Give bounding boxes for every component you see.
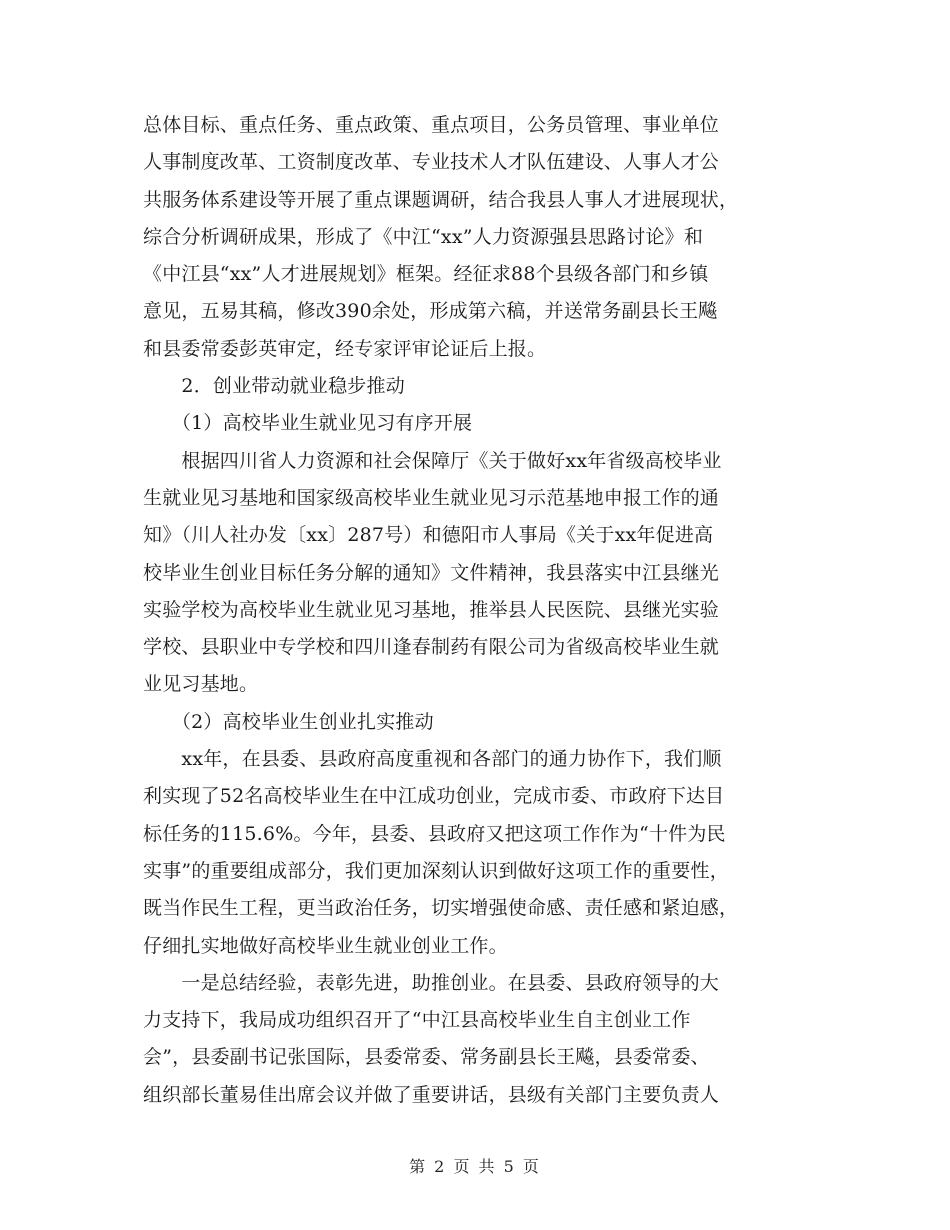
text-line: 一是总结经验，表彰先进，助推创业。在县委、县政府领导的大 (143, 971, 720, 994)
text-line: 共服务体系建设等开展了重点课题调研，结合我县人事人才进展现状， (143, 188, 739, 211)
text-line: 业见习基地。 (143, 673, 259, 696)
text-line: 仔细扎实地做好高校毕业生就业创业工作。 (143, 934, 508, 957)
text-line: 实事”的重要组成部分，我们更加深刻认识到做好这项工作的重要性， (143, 859, 729, 882)
text-line: 人事制度改革、工资制度改革、专业技术人才队伍建设、人事人才公 (143, 151, 720, 174)
text-line: 和县委常委彭英审定，经专家评审论证后上报。 (143, 337, 547, 360)
text-line: （1）高校毕业生就业见习有序开展 (143, 412, 473, 435)
text-line: 组织部长董易佳出席会议并做了重要讲话，县级有关部门主要负责人 (143, 1083, 720, 1106)
text-line: 知》（川人社办发〔xx〕287号）和德阳市人事局《关于xx年促进高 (143, 524, 714, 547)
text-line: 既当作民生工程，更当政治任务，切实增强使命感、责任感和紧迫感， (143, 897, 739, 920)
text-line: （2）高校毕业生创业扎实推动 (143, 710, 434, 733)
text-line: 意见，五易其稿，修改390余处，形成第六稿，并送常务副县长王飚 (143, 300, 718, 323)
text-line: 实验学校为高校毕业生就业见习基地，推举县人民医院、县继光实验 (143, 598, 720, 621)
text-line: 校毕业生创业目标任务分解的通知》文件精神，我县落实中江县继光 (143, 561, 720, 584)
text-line: 学校、县职业中专学校和四川逢春制药有限公司为省级高校毕业生就 (143, 636, 720, 659)
document-body (143, 107, 811, 1114)
text-line: xx年，在县委、县政府高度重视和各部门的通力协作下，我们顺 (143, 748, 722, 771)
text-line: 利实现了52名高校毕业生在中江成功创业，完成市委、市政府下达目 (143, 785, 725, 808)
text-line: 标任务的115.6%。今年，县委、县政府又把这项工作作为“十件为民 (143, 822, 726, 845)
text-line: 2．创业带动就业稳步推动 (143, 375, 405, 398)
text-line: 根据四川省人力资源和社会保障厅《关于做好xx年省级高校毕业 (143, 449, 722, 472)
page-footer: 第 2 页 共 5 页 (409, 1157, 541, 1176)
text-line: 总体目标、重点任务、重点政策、重点项目，公务员管理、事业单位 (143, 114, 720, 136)
text-line: 《中江县“xx”人才进展规划》框架。经征求88个县级各部门和乡镇 (143, 263, 709, 286)
text-line: 综合分析调研成果，形成了《中江“xx”人力资源强县思路讨论》和 (143, 225, 704, 248)
text-line: 力支持下，我局成功组织召开了“中江县高校毕业生自主创业工作 (143, 1009, 691, 1032)
text-line: 生就业见习基地和国家级高校毕业生就业见习示范基地申报工作的通 (143, 486, 720, 509)
text-line: 会”，县委副书记张国际，县委常委、常务副县长王飚，县委常委、 (143, 1046, 710, 1069)
